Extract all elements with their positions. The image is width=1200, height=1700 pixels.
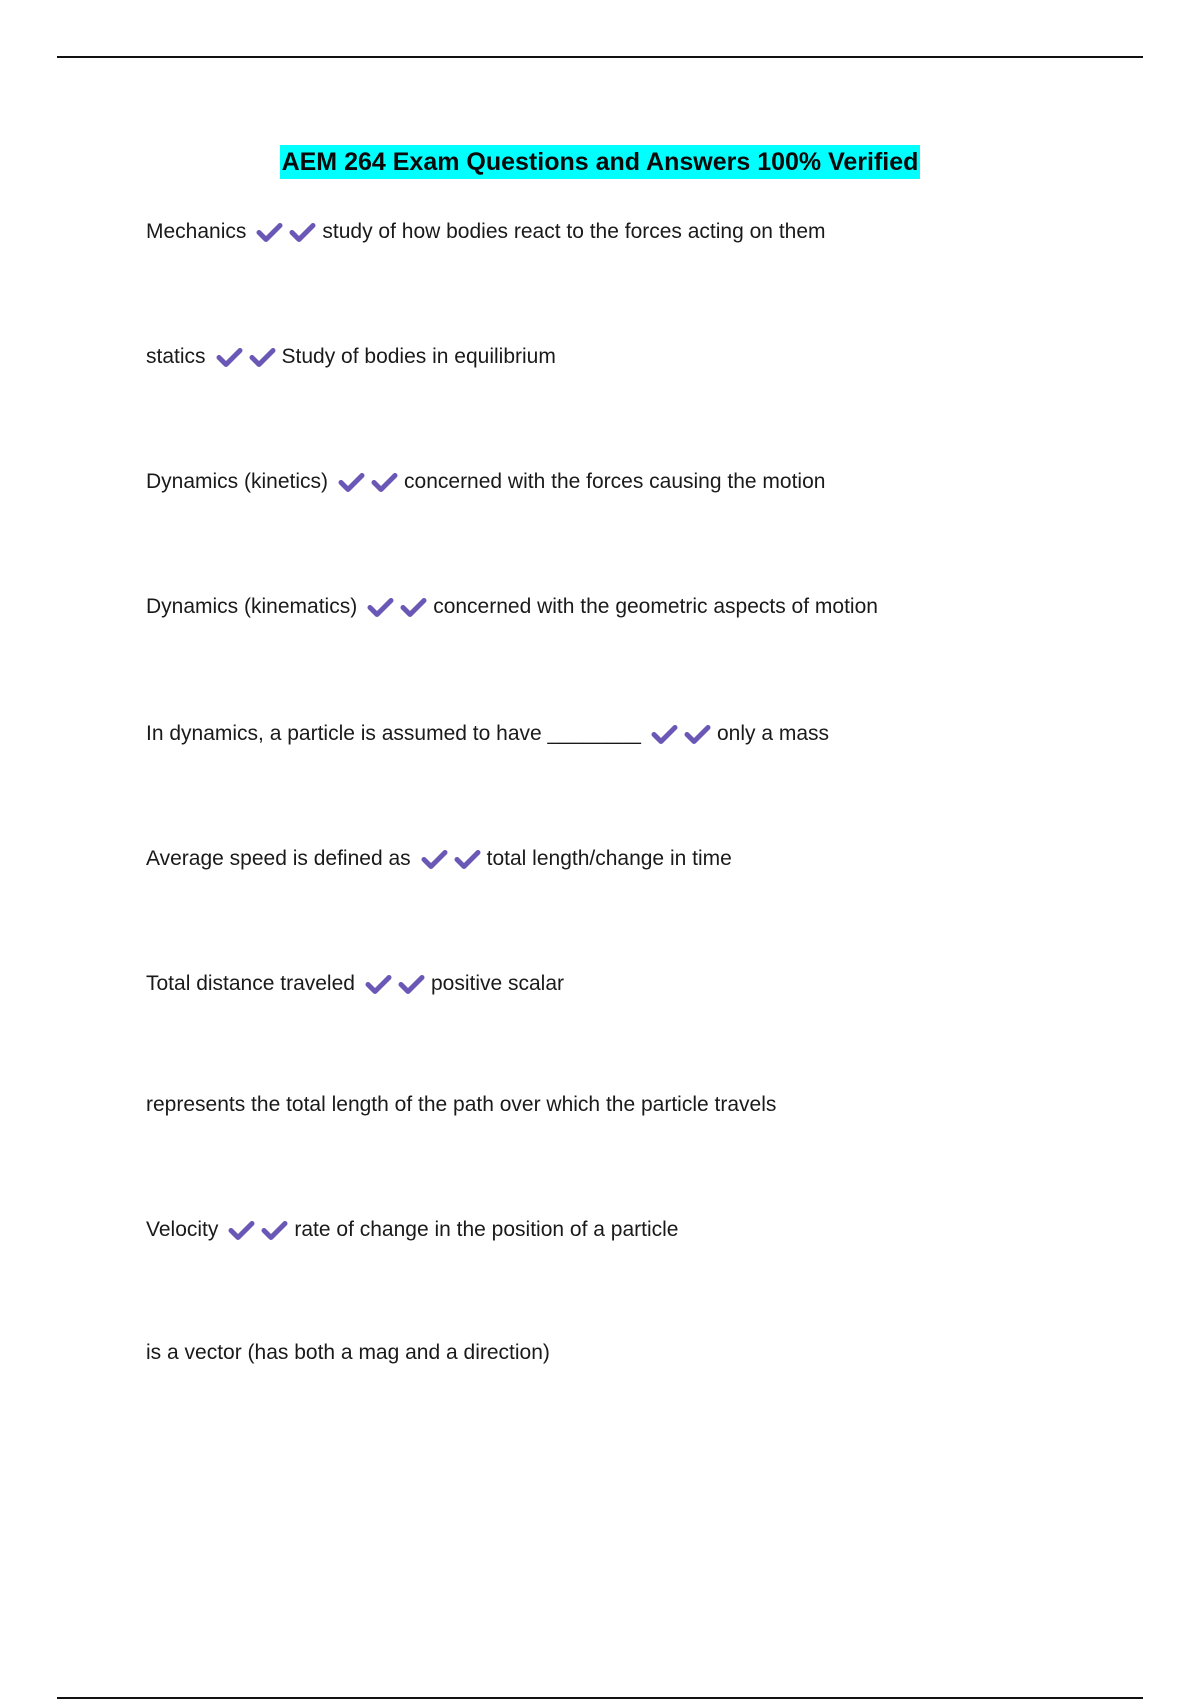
- checkmark-icon: [338, 471, 365, 493]
- qa-entry: [146, 1215, 678, 1245]
- checkmark-icon: [367, 596, 394, 618]
- checkmarks: [651, 723, 713, 745]
- header-rule: [57, 56, 1143, 58]
- continuation-text: [146, 1090, 776, 1120]
- checkmark-icon: [684, 723, 711, 745]
- qa-entry: [146, 342, 556, 372]
- entry-term: statics: [146, 345, 206, 368]
- checkmarks: [216, 346, 278, 368]
- checkmark-icon: [365, 973, 392, 995]
- checkmark-icon: [421, 848, 448, 870]
- checkmark-icon: [228, 1219, 255, 1241]
- checkmark-icon: [398, 973, 425, 995]
- checkmark-icon: [256, 221, 283, 243]
- entry-definition: concerned with the forces causing the motion: [404, 470, 826, 493]
- checkmarks: [421, 848, 483, 870]
- qa-entry: [146, 467, 825, 497]
- title-block: [0, 145, 1200, 179]
- checkmark-icon: [249, 346, 276, 368]
- qa-entry: [146, 592, 878, 622]
- entry-term: Dynamics (kinetics): [146, 470, 329, 493]
- entry-definition: concerned with the geometric aspects of motion: [433, 595, 878, 618]
- checkmark-icon: [371, 471, 398, 493]
- checkmark-icon: [454, 848, 481, 870]
- entry-definition: only a mass: [716, 722, 830, 745]
- checkmark-icon: [651, 723, 678, 745]
- qa-entry: [146, 217, 826, 247]
- continuation-text: [146, 1338, 550, 1368]
- checkmarks: [228, 1219, 290, 1241]
- entry-term: In dynamics, a particle is assumed to have ________: [146, 722, 641, 745]
- entry-term: Dynamics (kinematics): [146, 595, 358, 618]
- entry-definition: positive scalar: [430, 972, 565, 995]
- qa-entry: [146, 969, 564, 999]
- entry-term: Average speed is defined as: [146, 847, 411, 870]
- entry-definition: Study of bodies in equilibrium: [281, 345, 556, 368]
- checkmarks: [256, 221, 318, 243]
- entry-definition: total length/change in time: [486, 847, 732, 870]
- checkmark-icon: [261, 1219, 288, 1241]
- qa-entry: [146, 844, 732, 874]
- checkmarks: [367, 596, 429, 618]
- checkmark-icon: [400, 596, 427, 618]
- entry-term: Total distance traveled: [146, 972, 355, 995]
- checkmarks: [338, 471, 400, 493]
- checkmark-icon: [216, 346, 243, 368]
- footer-rule: [57, 1697, 1143, 1699]
- entry-definition: rate of change in the position of a particle: [294, 1218, 679, 1241]
- document-title: AEM 264 Exam Questions and Answers 100% Verified: [280, 145, 921, 179]
- checkmarks: [365, 973, 427, 995]
- qa-entry: [146, 719, 829, 749]
- checkmark-icon: [289, 221, 316, 243]
- entry-text: represents the total length of the path over which the particle travels: [146, 1093, 777, 1116]
- entry-definition: study of how bodies react to the forces acting on them: [322, 220, 826, 243]
- entry-term: Velocity: [146, 1218, 219, 1241]
- entry-term: Mechanics: [146, 220, 247, 243]
- entry-text: is a vector (has both a mag and a direction): [146, 1341, 550, 1364]
